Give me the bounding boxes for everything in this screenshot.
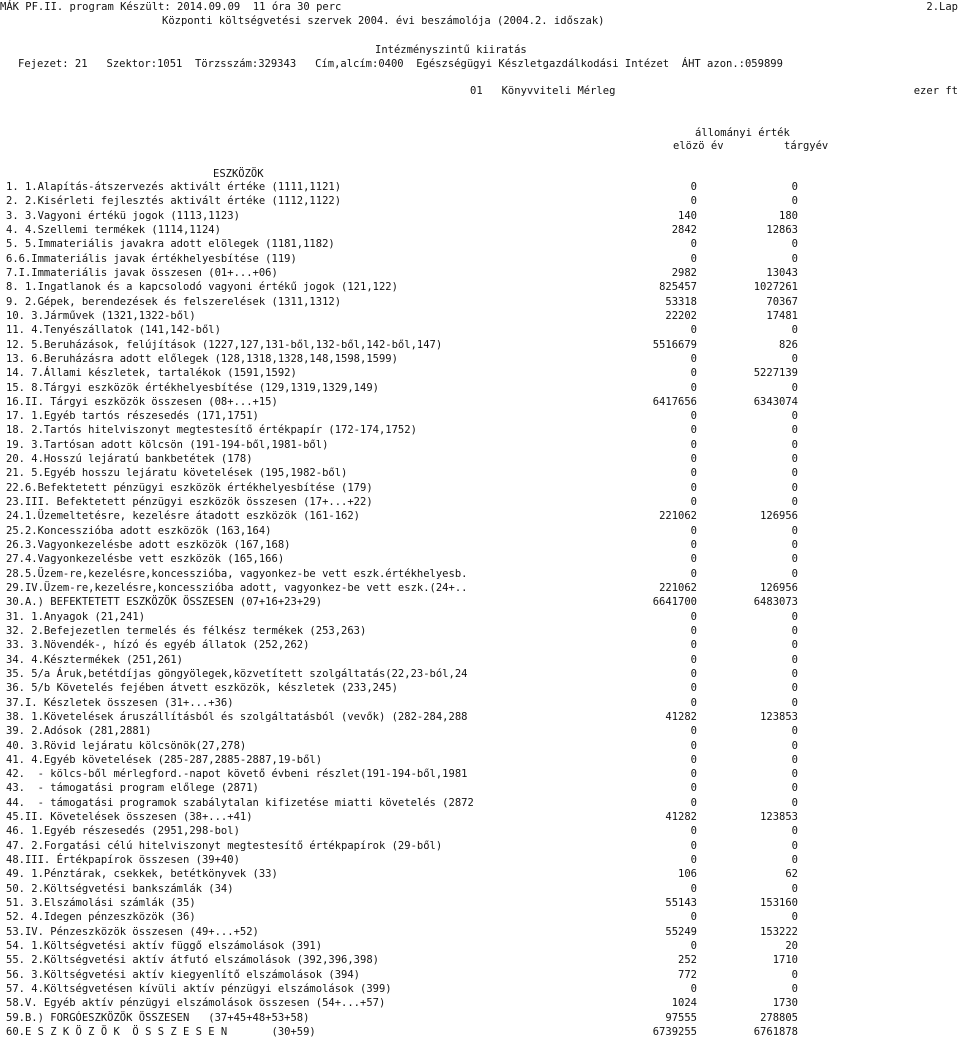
identifiers-line: Fejezet: 21 Szektor:1051 Törzsszám:329343 Cím,alcím:0400 Egészségügyi Készletgazdálkodási Intézet ÁHT azon.:059899: [18, 58, 783, 70]
value-current-year: 5227139: [753, 367, 798, 380]
row-label: 19. 3.Tartósan adott kölcsön (191-194-ből,1981-ből): [6, 438, 329, 451]
row-label: 6.6.Immateriális javak értékhelyesbítése (119): [6, 252, 297, 265]
row-label: 20. 4.Hosszú lejáratú bankbetétek (178): [6, 453, 253, 466]
row-label: 31. 1.Anyagok (21,241): [6, 610, 146, 623]
row-label: 59.B.) FORGÓESZKÖZÖK ÖSSZESEN (37+45+48+53+58): [6, 1011, 310, 1024]
value-current-year: 0: [791, 195, 798, 208]
value-prev-year: 0: [690, 438, 697, 451]
value-current-year: 153160: [760, 897, 798, 909]
value-prev-year: 5516679: [652, 338, 697, 351]
row-label: 38. 1.Követelések áruszállításból és szolgáltatásból (vevők) (282-284,288: [6, 710, 468, 723]
page-label: 2.Lap: [926, 1, 958, 13]
value-current-year: 0: [791, 653, 798, 666]
value-prev-year: 0: [690, 467, 697, 480]
row-label: 18. 2.Tartós hitelviszonyt megtestesítő értékpapír (172-174,1752): [6, 424, 417, 437]
row-label: 56. 3.Költségvetési aktív kiegyenlítő elszámolások (394): [6, 968, 361, 981]
row-label: 16.II. Tárgyi eszközök összesen (08+...+15): [6, 395, 278, 408]
value-current-year: 0: [791, 252, 798, 265]
value-prev-year: 825457: [659, 281, 697, 294]
value-prev-year: 0: [690, 252, 697, 265]
row-label: 53.IV. Pénzeszközök összesen (49+...+52): [6, 925, 259, 938]
value-prev-year: 252: [678, 954, 697, 967]
value-prev-year: 0: [690, 324, 697, 337]
row-label: 57. 4.Költségvetésen kívüli aktív pénzügyi elszámolások (399): [6, 982, 392, 995]
value-current-year: 0: [791, 524, 798, 537]
value-current-year: 278805: [760, 1011, 798, 1024]
row-label: 29.IV.Üzem-re,kezelésre,koncesszióba adott, vagyonkez-be vett eszk.(24+..: [6, 582, 468, 594]
value-current-year: 0: [791, 467, 798, 480]
row-label: 26.3.Vagyonkezelésbe adott eszközök (167,168): [6, 539, 291, 551]
value-current-year: 0: [791, 352, 798, 365]
value-prev-year: 55143: [665, 897, 697, 909]
value-prev-year: 140: [678, 209, 697, 222]
report-type: Intézményszintű kiiratás: [375, 44, 527, 56]
row-label: 30.A.) BEFEKTETETT ESZKÖZÖK ÖSSZESEN (07+16+23+29): [6, 596, 323, 609]
value-prev-year: 97555: [665, 1011, 697, 1024]
value-current-year: 0: [791, 968, 798, 981]
value-prev-year: 0: [690, 567, 697, 580]
row-label: 60.E S Z K Ö Z Ö K Ö S S Z E S E N (30+59): [6, 1025, 316, 1038]
row-label: 49. 1.Pénztárak, csekkek, betétkönyvek (33): [6, 868, 278, 881]
value-prev-year: 0: [690, 911, 697, 924]
value-prev-year: 6641700: [652, 596, 697, 609]
value-prev-year: 6739255: [652, 1025, 697, 1038]
value-current-year: 1027261: [753, 281, 798, 294]
value-prev-year: 53318: [665, 295, 697, 308]
value-current-year: 0: [791, 496, 798, 508]
value-current-year: 123853: [760, 811, 798, 824]
row-label: 33. 3.Növendék-, hízó és egyéb állatok (252,262): [6, 639, 310, 652]
value-current-year: 0: [791, 481, 798, 494]
column-header-prev: elözö év: [673, 140, 724, 152]
value-prev-year: 0: [690, 940, 697, 952]
value-prev-year: 2842: [671, 224, 697, 236]
value-prev-year: 0: [690, 352, 697, 365]
value-prev-year: 0: [690, 796, 697, 809]
row-label: 11. 4.Tenyészállatok (141,142-ből): [6, 324, 221, 337]
value-current-year: 70367: [766, 295, 798, 308]
row-label: 15. 8.Tárgyi eszközök értékhelyesbítése (129,1319,1329,149): [6, 381, 379, 394]
value-prev-year: 0: [690, 496, 697, 508]
row-label: 1. 1.Alapítás-átszervezés aktivált értéke (1111,1121): [6, 181, 342, 193]
row-label: 52. 4.Idegen pénzeszközök (36): [6, 911, 196, 924]
row-label: 48.III. Értékpapírok összesen (39+40): [6, 854, 240, 866]
value-prev-year: 1024: [671, 997, 697, 1010]
row-label: 10. 3.Járművek (1321,1322-ből): [6, 309, 196, 322]
value-prev-year: 0: [690, 481, 697, 494]
row-label: 50. 2.Költségvetési bankszámlák (34): [6, 882, 234, 895]
value-prev-year: 0: [690, 696, 697, 709]
value-current-year: 0: [791, 839, 798, 852]
value-prev-year: 0: [690, 667, 697, 680]
value-prev-year: 0: [690, 653, 697, 666]
value-current-year: 0: [791, 438, 798, 451]
value-prev-year: 6417656: [652, 395, 697, 408]
value-prev-year: 0: [690, 882, 697, 895]
row-label: 23.III. Befektetett pénzügyi eszközök összesen (17+...+22): [6, 496, 373, 508]
row-label: 55. 2.Költségvetési aktív átfutó elszámolások (392,396,398): [6, 954, 379, 967]
row-label: 32. 2.Befejezetlen termelés és félkész termékek (253,263): [6, 624, 367, 637]
value-current-year: 0: [791, 238, 798, 251]
value-prev-year: 106: [678, 868, 697, 881]
row-label: 44. - támogatási programok szabálytalan kifizetése miatti követelés (2872: [6, 796, 474, 809]
value-current-year: 0: [791, 453, 798, 466]
value-prev-year: 0: [690, 782, 697, 795]
value-current-year: 62: [785, 868, 798, 881]
value-current-year: 0: [791, 982, 798, 995]
row-label: 42. - kölcs-ből mérlegford.-napot követő évbeni részlet(191-194-ből,1981: [6, 768, 468, 781]
value-prev-year: 0: [690, 982, 697, 995]
row-label: 36. 5/b Követelés fejében átvett eszközök, készletek (233,245): [6, 682, 398, 695]
row-label: 51. 3.Elszámolási számlák (35): [6, 897, 196, 909]
value-current-year: 17481: [766, 309, 798, 322]
program-line: MÁK PF.II. program Készült: 2014.09.09 11 óra 30 perc: [0, 1, 342, 13]
value-current-year: 180: [779, 209, 798, 222]
row-label: 43. - támogatási program előlege (2871): [6, 782, 259, 795]
row-label: 2. 2.Kisérleti fejlesztés aktivált értéke (1112,1122): [6, 195, 342, 208]
value-current-year: 126956: [760, 582, 798, 594]
value-prev-year: 0: [690, 682, 697, 695]
value-current-year: 0: [791, 539, 798, 551]
value-prev-year: 0: [690, 610, 697, 623]
value-current-year: 0: [791, 725, 798, 738]
section-title: ESZKÖZÖK: [213, 168, 264, 180]
value-current-year: 1710: [772, 954, 798, 967]
value-prev-year: 0: [690, 381, 697, 394]
value-prev-year: 41282: [665, 811, 697, 824]
value-current-year: 0: [791, 911, 798, 924]
value-prev-year: 0: [690, 195, 697, 208]
value-current-year: 13043: [766, 266, 798, 279]
row-label: 41. 4.Egyéb követelések (285-287,2885-2887,19-ből): [6, 753, 323, 766]
row-label: 17. 1.Egyéb tartós részesedés (171,1751): [6, 410, 259, 423]
row-label: 22.6.Befektetett pénzügyi eszközök értékhelyesbítése (179): [6, 481, 373, 494]
value-prev-year: 0: [690, 367, 697, 380]
value-current-year: 6761878: [753, 1025, 798, 1038]
row-label: 54. 1.Költségvetési aktív függő elszámolások (391): [6, 940, 323, 952]
value-current-year: 6483073: [753, 596, 798, 609]
value-prev-year: 0: [690, 639, 697, 652]
value-current-year: 0: [791, 682, 798, 695]
value-current-year: 20: [785, 940, 798, 952]
row-label: 8. 1.Ingatlanok és a kapcsolodó vagyoni értékű jogok (121,122): [6, 281, 398, 294]
row-label: 46. 1.Egyéb részesedés (2951,298-bol): [6, 825, 240, 838]
row-label: 12. 5.Beruházások, felújítások (1227,127,131-ből,132-ből,142-ből,147): [6, 338, 443, 351]
value-prev-year: 22202: [665, 309, 697, 322]
row-label: 40. 3.Rövid lejáratu kölcsönök(27,278): [6, 739, 247, 752]
row-label: 25.2.Koncesszióba adott eszközök (163,164): [6, 524, 272, 537]
row-label: 21. 5.Egyéb hosszu lejáratu követelések (195,1982-ből): [6, 467, 348, 480]
row-label: 7.I.Immateriális javak összesen (01+...+06): [6, 266, 278, 279]
value-prev-year: 0: [690, 725, 697, 738]
value-current-year: 0: [791, 181, 798, 193]
column-group-header: állományi érték: [695, 127, 790, 139]
value-current-year: 0: [791, 553, 798, 566]
value-current-year: 126956: [760, 510, 798, 523]
value-prev-year: 0: [690, 553, 697, 566]
value-prev-year: 221062: [659, 582, 697, 594]
value-current-year: 6343074: [753, 395, 798, 408]
value-current-year: 0: [791, 825, 798, 838]
value-current-year: 0: [791, 624, 798, 637]
value-current-year: 0: [791, 796, 798, 809]
value-prev-year: 772: [678, 968, 697, 981]
value-current-year: 0: [791, 782, 798, 795]
value-current-year: 0: [791, 324, 798, 337]
value-current-year: 0: [791, 410, 798, 423]
row-label: 9. 2.Gépek, berendezések és felszerelések (1311,1312): [6, 295, 342, 308]
row-label: 13. 6.Beruházásra adott előlegek (128,1318,1328,148,1598,1599): [6, 352, 398, 365]
row-label: 58.V. Egyéb aktív pénzügyi elszámolások összesen (54+...+57): [6, 997, 386, 1010]
value-current-year: 0: [791, 753, 798, 766]
value-current-year: 1730: [772, 997, 798, 1010]
row-label: 24.1.Üzemeltetésre, kezelésre átadott eszközök (161-162): [6, 510, 361, 523]
value-prev-year: 0: [690, 825, 697, 838]
value-prev-year: 0: [690, 768, 697, 781]
row-label: 27.4.Vagyonkezelésbe vett eszközök (165,166): [6, 553, 285, 566]
value-prev-year: 0: [690, 539, 697, 551]
value-prev-year: 41282: [665, 710, 697, 723]
row-label: 39. 2.Adósok (281,2881): [6, 725, 152, 738]
value-prev-year: 0: [690, 854, 697, 866]
value-current-year: 0: [791, 667, 798, 680]
value-current-year: 0: [791, 424, 798, 437]
form-title: 01 Könyvviteli Mérleg: [470, 85, 616, 97]
value-current-year: 123853: [760, 710, 798, 723]
value-prev-year: 2982: [671, 266, 697, 279]
row-label: 5. 5.Immateriális javakra adott elölegek (1181,1182): [6, 238, 335, 251]
value-current-year: 0: [791, 567, 798, 580]
row-label: 14. 7.Állami készletek, tartalékok (1591,1592): [6, 367, 297, 380]
value-prev-year: 0: [690, 453, 697, 466]
value-prev-year: 0: [690, 624, 697, 637]
value-prev-year: 0: [690, 181, 697, 193]
value-prev-year: 0: [690, 839, 697, 852]
row-label: 34. 4.Késztermékek (251,261): [6, 653, 184, 666]
row-label: 47. 2.Forgatási célú hitelviszonyt megtestesítő értékpapírok (29-ből): [6, 839, 443, 852]
row-label: 35. 5/a Áruk,betétdíjas göngyölegek,közvetített szolgáltatás(22,23-ból,24: [6, 667, 468, 680]
value-current-year: 12863: [766, 224, 798, 236]
report-subtitle: Központi költségvetési szervek 2004. évi beszámolója (2004.2. időszak): [162, 15, 605, 27]
value-current-year: 0: [791, 739, 798, 752]
value-current-year: 0: [791, 381, 798, 394]
value-current-year: 0: [791, 854, 798, 866]
row-label: 3. 3.Vagyoni értékü jogok (1113,1123): [6, 209, 240, 222]
value-current-year: 0: [791, 610, 798, 623]
row-label: 45.II. Követelések összesen (38+...+41): [6, 811, 253, 824]
row-label: 4. 4.Szellemi termékek (1114,1124): [6, 224, 221, 236]
row-label: 37.I. Készletek összesen (31+...+36): [6, 696, 234, 709]
value-prev-year: 0: [690, 524, 697, 537]
value-prev-year: 0: [690, 238, 697, 251]
value-current-year: 0: [791, 768, 798, 781]
value-current-year: 826: [779, 338, 798, 351]
value-current-year: 0: [791, 696, 798, 709]
value-current-year: 0: [791, 882, 798, 895]
value-prev-year: 0: [690, 753, 697, 766]
value-prev-year: 55249: [665, 925, 697, 938]
value-prev-year: 0: [690, 410, 697, 423]
row-label: 28.5.Üzem-re,kezelésre,koncesszióba, vagyonkez-be vett eszk.értékhelyesb.: [6, 567, 468, 580]
value-prev-year: 221062: [659, 510, 697, 523]
value-current-year: 153222: [760, 925, 798, 938]
value-prev-year: 0: [690, 424, 697, 437]
unit-label: ezer ft: [913, 85, 958, 97]
value-prev-year: 0: [690, 739, 697, 752]
value-current-year: 0: [791, 639, 798, 652]
column-header-curr: tárgyév: [784, 140, 829, 152]
